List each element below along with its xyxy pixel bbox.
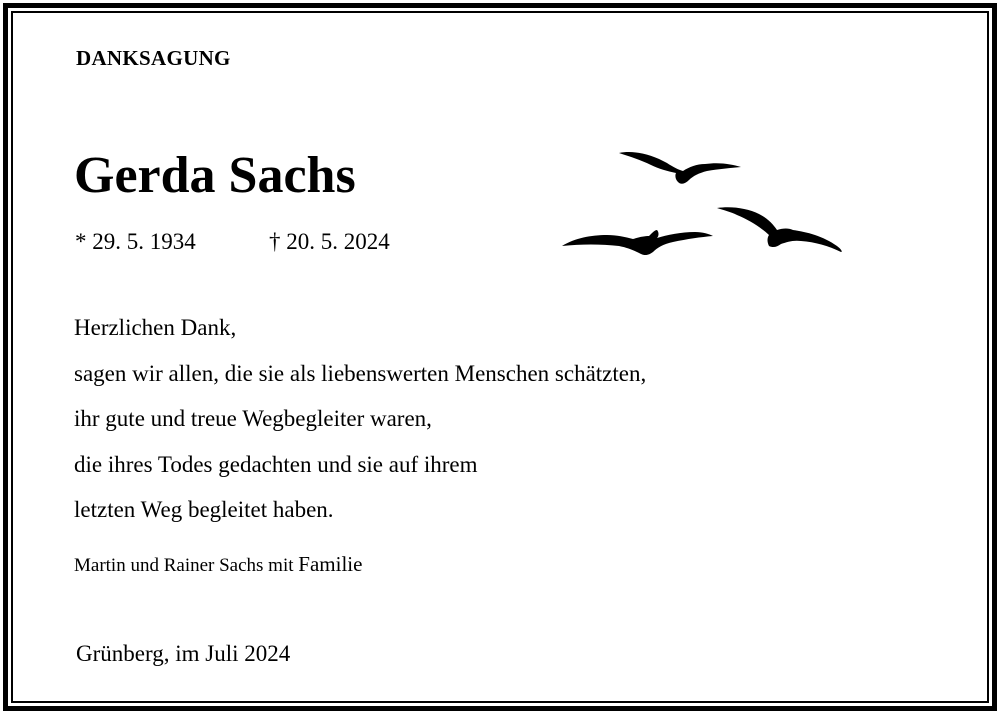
message-line: letzten Weg begleitet haben. xyxy=(74,497,334,522)
place-and-date: Grünberg, im Juli 2024 xyxy=(76,641,291,666)
notice-heading: DANKSAGUNG xyxy=(76,46,231,70)
flying-birds-icon xyxy=(555,140,855,270)
message-line: die ihres Todes gedachten und sie auf ihrem xyxy=(74,451,478,477)
message-line: Herzlichen Dank, xyxy=(74,315,237,340)
bird-icon xyxy=(562,230,713,255)
death-date: † 20. 5. 2024 xyxy=(269,229,390,254)
bird-icon xyxy=(717,207,842,252)
message-line: sagen wir allen, die sie als liebenswerten Menschen schätzten, xyxy=(74,360,647,386)
birth-date: * 29. 5. 1934 xyxy=(75,229,196,254)
message-line: ihr gute und treue Wegbegleiter waren, xyxy=(74,406,432,431)
signature-family: Familie xyxy=(298,552,363,576)
deceased-name: Gerda Sachs xyxy=(74,147,356,204)
thank-you-message xyxy=(74,311,646,539)
signature-names: Martin und Rainer Sachs mit xyxy=(74,555,294,576)
bird-icon xyxy=(619,152,741,184)
signature xyxy=(74,552,362,577)
